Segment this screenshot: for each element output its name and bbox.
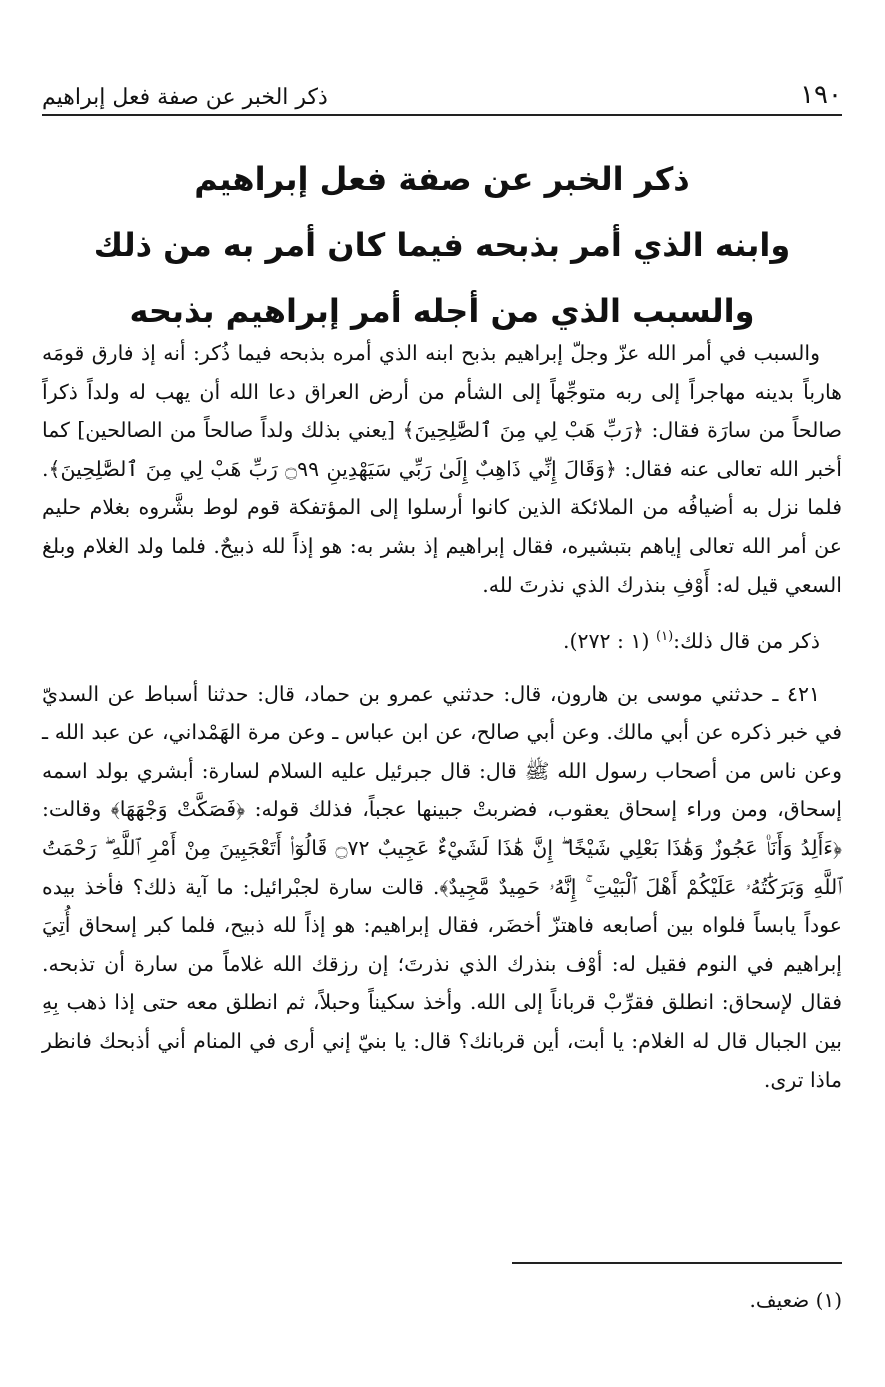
body-text: [42, 334, 842, 1099]
chapter-title-line-3: والسبب الذي من أجله أمر إبراهيم بذبحه: [129, 292, 755, 330]
section-gap: [42, 604, 842, 618]
footnote-mark: (١): [656, 629, 674, 645]
paragraph-intro: والسبب في أمر الله عزّ وجلّ إبراهيم بذبح ابنه الذي أمره بذبحه فيما ذُكر: أنه إذ فارق قومَه هارباً بدينه مهاجراً إلى ربه متوجِّهاً إلى الشأم من أرض العراق دعا الله أن يهب له ولداً ذكراً صالحاً من سارَة فقال: ﴿رَبِّ هَبْ لِي مِنَ ٱلصَّٰلِحِينَ﴾ [يعني بذلك ولداً صالحاً من الصالحين] كما أخبر الله تعالى عنه فقال: ﴿وَقَالَ إِنِّي ذَاهِبٌ إِلَىٰ رَبِّي سَيَهْدِينِ ۝٩٩ رَبِّ هَبْ لِي مِنَ ٱلصَّٰلِحِينَ﴾. فلما نزل به أضيافُه من الملائكة الذين كانوا أرسلوا إلى المؤتفكة قوم لوط بشَّروه بغلام حليم عن أمر الله تعالى إياهم بتبشيره، فقال إبراهيم إذ بشر به: هو إذاً لله ذبيحٌ. فلما ولد الغلام وبلغ السعي قيل له: أَوْفِ بنذرك الذي نذرتَ لله.: [42, 341, 842, 597]
footnote: [750, 1288, 842, 1312]
footnote-text: ضعيف.: [749, 1288, 810, 1312]
mention-text: ذكر من قال ذلك:: [673, 628, 820, 653]
chapter-title-line-1: ذكر الخبر عن صفة فعل إبراهيم: [194, 160, 690, 198]
running-header: [42, 66, 842, 116]
paragraph-hadith-421: ٤٢١ ـ حدثني موسى بن هارون، قال: حدثني عمرو بن حماد، قال: حدثنا أسباط عن السديّ في خبر ذكره عن أبي مالك. وعن أبي صالح، عن ابن عباس ـ وعن مرة الهَمْداني، عن عبد الله ـ وعن ناس من أصحاب رسول الله ﷺ قال: قال جبرئيل عليه السلام لسارة: أبشري بولد اسمه إسحاق، ومن وراء إسحاق يعقوب، فضربتْ جبينها عجباً، فذلك قوله: ﴿فَصَكَّتْ وَجْهَهَا﴾ وقالت: ﴿ءَأَلِدُ وَأَنَا۠ عَجُوزٌ وَهَٰذَا بَعْلِي شَيْخًا ۖ إِنَّ هَٰذَا لَشَيْءٌ عَجِيبٌ ۝٧٢ قَالُوٓا۟ أَتَعْجَبِينَ مِنْ أَمْرِ ٱللَّهِ ۖ رَحْمَتُ ٱللَّهِ وَبَرَكَٰتُهُۥ عَلَيْكُمْ أَهْلَ ٱلْبَيْتِ ۚ إِنَّهُۥ حَمِيدٌ مَّجِيدٌ﴾. قالت سارة لجبْرائيل: ما آية ذلك؟ فأخذ بيده عوداً يابساً فلواه بين أصابعه فاهتزّ أخضَر، فقال إبراهيم: هو إذاً لله ذبيح، فلما كبر إسحاق أُتِيَ إبراهيم في النوم فقيل له: أوْف بنذرك الذي نذرتَ؛ إن رزقك الله غلاماً من سارة أن تذبحه. فقال لإسحاق: انطلق فقرِّبْ قرباناً إلى الله. وأخذ سكيناً وحبلاً، ثم انطلق معه حتى إذا ذهب بِهِ بين الجبال قال له الغلام: يا أبت، أين قربانك؟ قال: يا بنيّ إني أرى في المنام أني أذبحك فانظر ماذا ترى.: [42, 681, 842, 1092]
mention-reference: (١ : ٢٧٢).: [562, 628, 650, 653]
running-title: ذكر الخبر عن صفة فعل إبراهيم: [42, 85, 328, 110]
footnote-number: (١): [815, 1288, 842, 1312]
mention-line: [42, 618, 842, 660]
chapter-title-line-2: وابنه الذي أمر بذبحه فيما كان أمر به من ذلك: [93, 226, 791, 264]
chapter-title: [42, 146, 842, 344]
page-number: ١٩٠: [800, 80, 842, 110]
book-page: [42, 66, 842, 1356]
section-gap: [42, 661, 842, 675]
footnote-divider: [512, 1262, 842, 1264]
